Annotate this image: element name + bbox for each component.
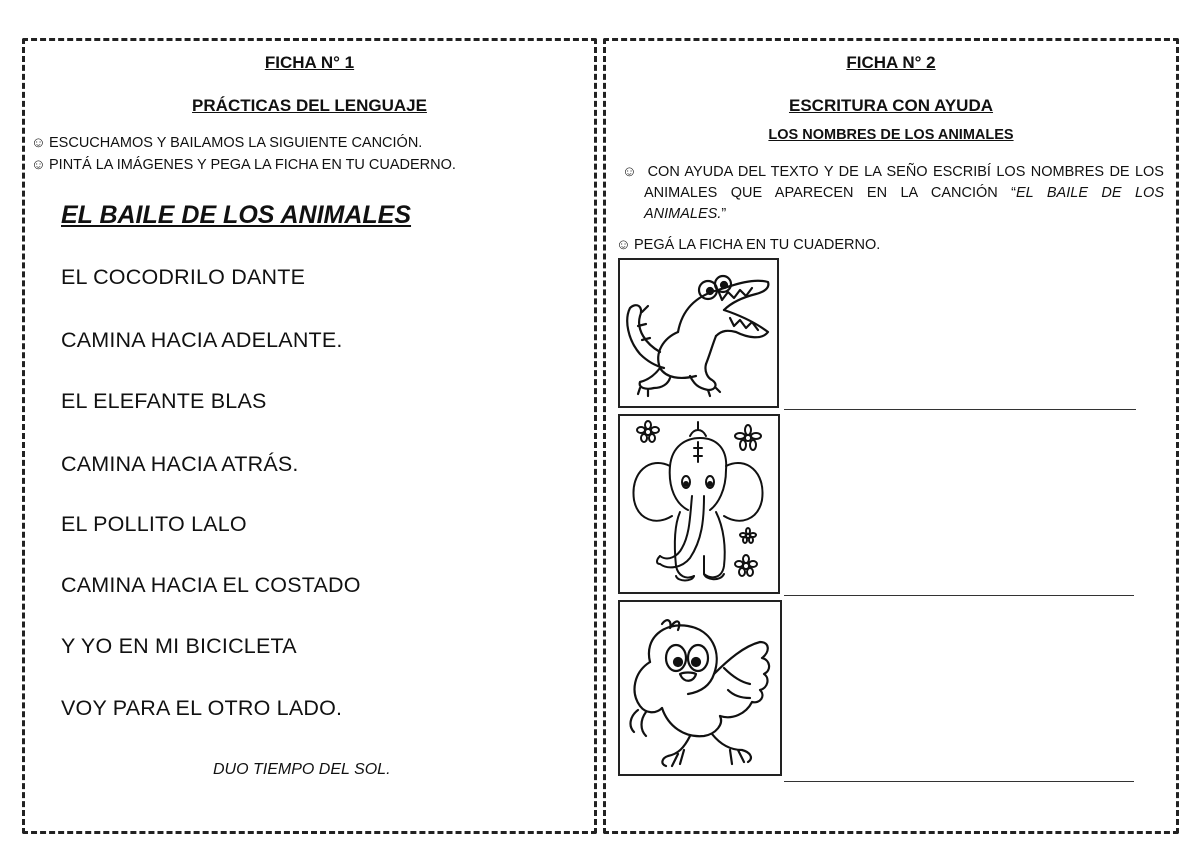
lyric-line: EL ELEFANTE BLAS bbox=[61, 389, 267, 413]
lyric-line: VOY PARA EL OTRO LADO. bbox=[61, 696, 343, 720]
answer-line[interactable] bbox=[784, 595, 1134, 596]
ficha-1-subject: PRÁCTICAS DEL LENGUAJE bbox=[192, 96, 427, 115]
ficha-1-number: FICHA N° 1 bbox=[264, 53, 355, 72]
smiley-icon: ☺ bbox=[616, 237, 631, 253]
chick-picture bbox=[618, 600, 782, 776]
elephant-icon bbox=[620, 416, 778, 592]
instruction-item: ☺ ESCUCHAMOS Y BAILAMOS LA SIGUIENTE CANCIÓN. bbox=[31, 133, 422, 154]
smiley-icon: ☺ bbox=[31, 135, 46, 151]
instruction-item: ☺ PINTÁ LA IMÁGENES Y PEGA LA FICHA EN TU CUADERNO. bbox=[31, 155, 456, 176]
ficha-2-subtitle: LOS NOMBRES DE LOS ANIMALES bbox=[768, 127, 1014, 143]
lyric-line: CAMINA HACIA ATRÁS. bbox=[61, 452, 299, 476]
smiley-icon: ☺ bbox=[31, 157, 46, 173]
song-credit: DUO TIEMPO DEL SOL. bbox=[213, 761, 391, 778]
instruction-item: ☺ CON AYUDA DEL TEXTO Y DE LA SEÑO ESCRIBÍ LOS NOMBRES DE LOS ANIMALES QUE APARECEN EN LA CANCIÓN “EL BAILE DE LOS ANIMALES.” bbox=[622, 164, 1165, 222]
ficha-2-subject: ESCRITURA CON AYUDA bbox=[788, 96, 994, 115]
chick-icon bbox=[620, 602, 780, 774]
crocodile-icon bbox=[620, 260, 777, 406]
lyric-line: CAMINA HACIA ADELANTE. bbox=[61, 328, 343, 352]
lyric-line: CAMINA HACIA EL COSTADO bbox=[61, 573, 361, 597]
crocodile-picture bbox=[618, 258, 779, 408]
lyric-line: EL POLLITO LALO bbox=[61, 512, 247, 536]
ficha-1-card bbox=[22, 38, 597, 834]
instruction-item: ☺ PEGÁ LA FICHA EN TU CUADERNO. bbox=[616, 235, 880, 256]
ficha-2-number: FICHA N° 2 bbox=[846, 53, 936, 72]
ficha-2-card bbox=[603, 38, 1179, 834]
lyric-line: Y YO EN MI BICICLETA bbox=[61, 634, 297, 658]
lyric-line: EL COCODRILO DANTE bbox=[61, 265, 306, 289]
answer-line[interactable] bbox=[784, 781, 1134, 782]
elephant-picture bbox=[618, 414, 780, 594]
answer-line[interactable] bbox=[784, 409, 1136, 410]
smiley-icon: ☺ bbox=[622, 164, 648, 180]
song-title: EL BAILE DE LOS ANIMALES bbox=[61, 201, 412, 229]
